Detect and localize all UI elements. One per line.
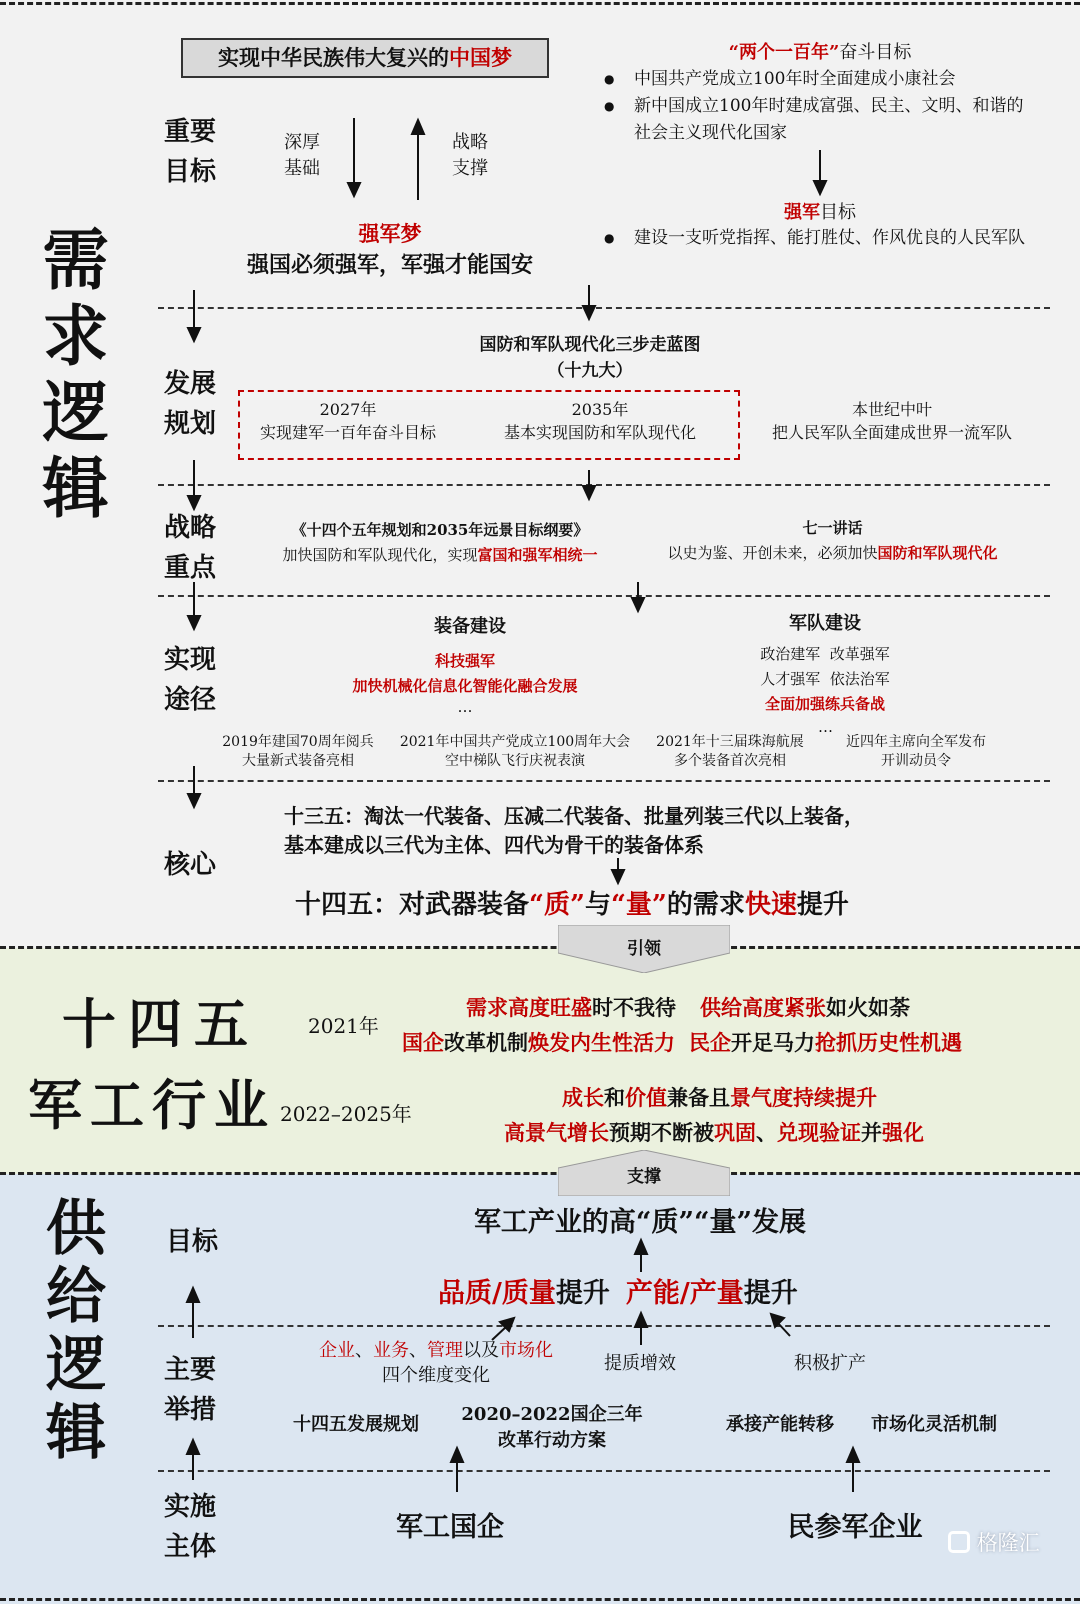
industry-line3 (562, 1082, 877, 1112)
army-line3: 全面加强练兵备战 (764, 695, 885, 713)
four-dimension-sub: 四个维度变化 (382, 1365, 490, 1386)
change-part: 业务 (373, 1340, 409, 1361)
row-label-measures: 主要举措 (164, 1355, 217, 1425)
hl: 需求高度旺盛 (466, 995, 592, 1020)
hl: 成长 (562, 1085, 604, 1110)
hl: 兑现验证 (777, 1120, 861, 1145)
plan-item: 十四五发展规划 (293, 1414, 419, 1435)
equipment-title: 装备建设 (434, 616, 506, 637)
row-label-goal: 重要目标 (164, 117, 217, 187)
row-label-focus: 战略重点 (164, 513, 217, 583)
event-line: 多个装备首次亮相 (674, 753, 786, 769)
change-part: 、 (355, 1340, 373, 1361)
focus-right-title: 七一讲话 (802, 519, 863, 537)
entity-private: 民参军企业 (787, 1512, 923, 1543)
strong-army-goal-rest: 目标 (820, 202, 856, 223)
list-item: ● 中国共产党成立100年时全面建成小康社会 (600, 66, 1030, 93)
row-label-entity: 实施主体 (164, 1492, 217, 1562)
industry-line1 (466, 992, 910, 1022)
hl: 焕发内生性活力 (528, 1030, 675, 1055)
change-part: 以及 (463, 1340, 499, 1361)
plan-line: 2020–2022国企三年 (461, 1404, 643, 1425)
industry-title-line1: 十四五 (62, 992, 260, 1056)
step-text: 基本实现国防和军队现代化 (503, 423, 696, 442)
china-dream-prefix: 实现中华民族伟大复兴的 (218, 45, 449, 70)
strong-army-dream: 强军梦 (358, 221, 422, 246)
core-text: 与 (584, 890, 611, 920)
entity-soe: 军工国企 (396, 1512, 504, 1543)
hl: 强化 (882, 1120, 924, 1145)
quality-rest: 提升 (555, 1278, 610, 1309)
hl: 供给高度紧张 (700, 995, 826, 1020)
core-text: 提升 (796, 890, 849, 920)
hl: 民企 (689, 1030, 731, 1055)
txt: 时不我待 (592, 995, 676, 1020)
year-2022-2025: 2022–2025年 (280, 1102, 412, 1126)
row-label-plan: 发展规划 (164, 369, 217, 439)
change-part: 、 (409, 1340, 427, 1361)
centenary-list (600, 66, 1030, 147)
plan-item (452, 1402, 652, 1454)
event-line: 2019年建国70周年阅兵 (222, 734, 374, 750)
army-line1: 政治建军 改革强军 (760, 645, 890, 663)
core-highlight: “量” (610, 890, 667, 920)
core-highlight: 快速 (744, 890, 797, 920)
step-year: 2035年 (571, 400, 629, 419)
blueprint-step (752, 398, 1032, 444)
event-line: 开训动员令 (881, 753, 951, 769)
hl: 抢抓历史性机遇 (815, 1030, 962, 1055)
event-line: 近四年主席向全军发布 (846, 734, 986, 750)
txt: 、 (756, 1120, 777, 1145)
centenary-title-rest: 奋斗目标 (839, 42, 912, 63)
hl: 巩固 (714, 1120, 756, 1145)
event-item (640, 733, 820, 771)
event-item (210, 733, 386, 771)
watermark-text: 格隆汇 (976, 1531, 1040, 1555)
step-text: 实现建军一百年奋斗目标 (259, 423, 436, 442)
event-item (390, 733, 640, 771)
army-line2: 人才强军 依法治军 (760, 670, 890, 688)
core-line3 (295, 884, 1035, 921)
event-line: 2021年十三届珠海航展 (656, 734, 804, 750)
change-part: 市场化 (499, 1340, 553, 1361)
equipment-ellipsis: … (457, 698, 473, 716)
capacity-highlight: 产能/产量 (625, 1278, 744, 1309)
army-title: 军队建设 (789, 613, 861, 634)
capacity-measure: 积极扩产 (794, 1353, 866, 1374)
china-dream-box (181, 38, 549, 78)
focus-right-text (640, 542, 1025, 563)
plan-item: 承接产能转移 (726, 1414, 834, 1435)
change-part: 企业 (319, 1340, 355, 1361)
demand-side-title: 需求逻辑 (31, 225, 109, 529)
industry-title-line2: 军工行业 (28, 1073, 276, 1137)
blueprint-step (480, 398, 720, 444)
blueprint-title: 国防和军队现代化三步走蓝图 (479, 335, 701, 355)
four-dimension-change (296, 1336, 576, 1362)
support-label: 支撑 (627, 1167, 661, 1187)
event-item (826, 733, 1006, 771)
step-year: 本世纪中叶 (851, 400, 932, 419)
event-line: 2021年中国共产党成立100周年大会 (399, 734, 631, 750)
txt: 预期不断被 (609, 1120, 714, 1145)
strong-army-slogan: 强国必须强军，军强才能国安 (246, 252, 533, 278)
quality-highlight: 品质/质量 (438, 1278, 556, 1309)
supply-side-title: 供给逻辑 (36, 1196, 106, 1468)
blueprint-step (240, 398, 456, 444)
txt: 开足马力 (731, 1030, 815, 1055)
centenary-title-highlight: “两个一百年” (728, 42, 840, 63)
core-line1: 十三五：淘汰一代装备、压减二代装备、批量列装三代以上装备， (284, 804, 864, 828)
core-line2: 基本建成以三代为主体、四代为骨干的装备体系 (284, 833, 704, 857)
event-line: 空中梯队飞行庆祝表演 (445, 753, 585, 769)
arrow-down-label: 深厚基础 (284, 132, 320, 179)
strong-army-goal-title (620, 198, 1020, 224)
quality-capacity-line (438, 1271, 938, 1310)
list-item: ● 建设一支听党指挥、能打胜仗、作风优良的人民军队 (600, 225, 1030, 252)
plan-item: 市场化灵活机制 (871, 1414, 997, 1435)
equipment-line1: 科技强军 (434, 652, 495, 670)
china-dream-highlight: 中国梦 (449, 45, 512, 70)
blueprint-subtitle: （十九大） (547, 361, 633, 381)
watermark-icon (948, 1531, 970, 1553)
change-part: 管理 (427, 1340, 463, 1361)
quality-measure: 提质增效 (604, 1353, 676, 1374)
arrow-up-label: 战略支撑 (452, 132, 488, 179)
industry-line4 (504, 1117, 924, 1147)
watermark (948, 1527, 1040, 1557)
lead-label: 引领 (627, 939, 661, 959)
supply-goal-text: 军工产业的高“质”“量”发展 (473, 1207, 807, 1238)
core-text: 十四五：对武器装备 (295, 890, 530, 920)
industry-line2 (402, 1027, 962, 1057)
core-text: 的需求 (666, 890, 745, 920)
row-label-path: 实现途径 (164, 645, 217, 715)
focus-left-prefix: 加快国防和军队现代化，实现 (282, 546, 478, 564)
txt: 和 (604, 1085, 625, 1110)
txt: 改革机制 (444, 1030, 528, 1055)
step-year: 2027年 (319, 400, 377, 419)
focus-left-title: 《十四个五年规划和2035年远景目标纲要》 (291, 521, 589, 539)
txt: 并 (861, 1120, 882, 1145)
hl: 高景气增长 (504, 1120, 609, 1145)
focus-left-highlight: 富国和强军相统一 (477, 546, 598, 564)
plan-line: 改革行动方案 (498, 1430, 606, 1451)
hl: 价值 (625, 1085, 667, 1110)
hl: 国企 (402, 1030, 444, 1055)
txt: 兼备且 (667, 1085, 730, 1110)
core-highlight: “质” (529, 890, 585, 920)
focus-right-highlight: 国防和军队现代化 (877, 544, 998, 562)
row-label-goal: 目标 (166, 1227, 219, 1257)
focus-right-prefix: 以史为鉴、开创未来，必须加快 (667, 544, 878, 562)
hl: 景气度持续提升 (730, 1085, 877, 1110)
event-line: 大量新式装备亮相 (242, 753, 354, 769)
step-text: 把人民军队全面建成世界一流军队 (771, 423, 1012, 442)
capacity-rest: 提升 (743, 1278, 798, 1309)
list-item: ● 新中国成立100年时建成富强、民主、文明、和谐的社会主义现代化国家 (600, 93, 1030, 147)
txt: 如火如荼 (826, 995, 910, 1020)
equipment-line2: 加快机械化信息化智能化融合发展 (352, 677, 578, 695)
army-ellipsis: … (818, 718, 833, 736)
strong-army-goal-list (600, 225, 1030, 252)
strong-army-goal-highlight: 强军 (784, 202, 820, 223)
focus-left-text (250, 544, 630, 565)
centenary-title (620, 38, 1020, 64)
year-2021: 2021年 (308, 1014, 379, 1038)
row-label-core: 核心 (164, 850, 217, 880)
